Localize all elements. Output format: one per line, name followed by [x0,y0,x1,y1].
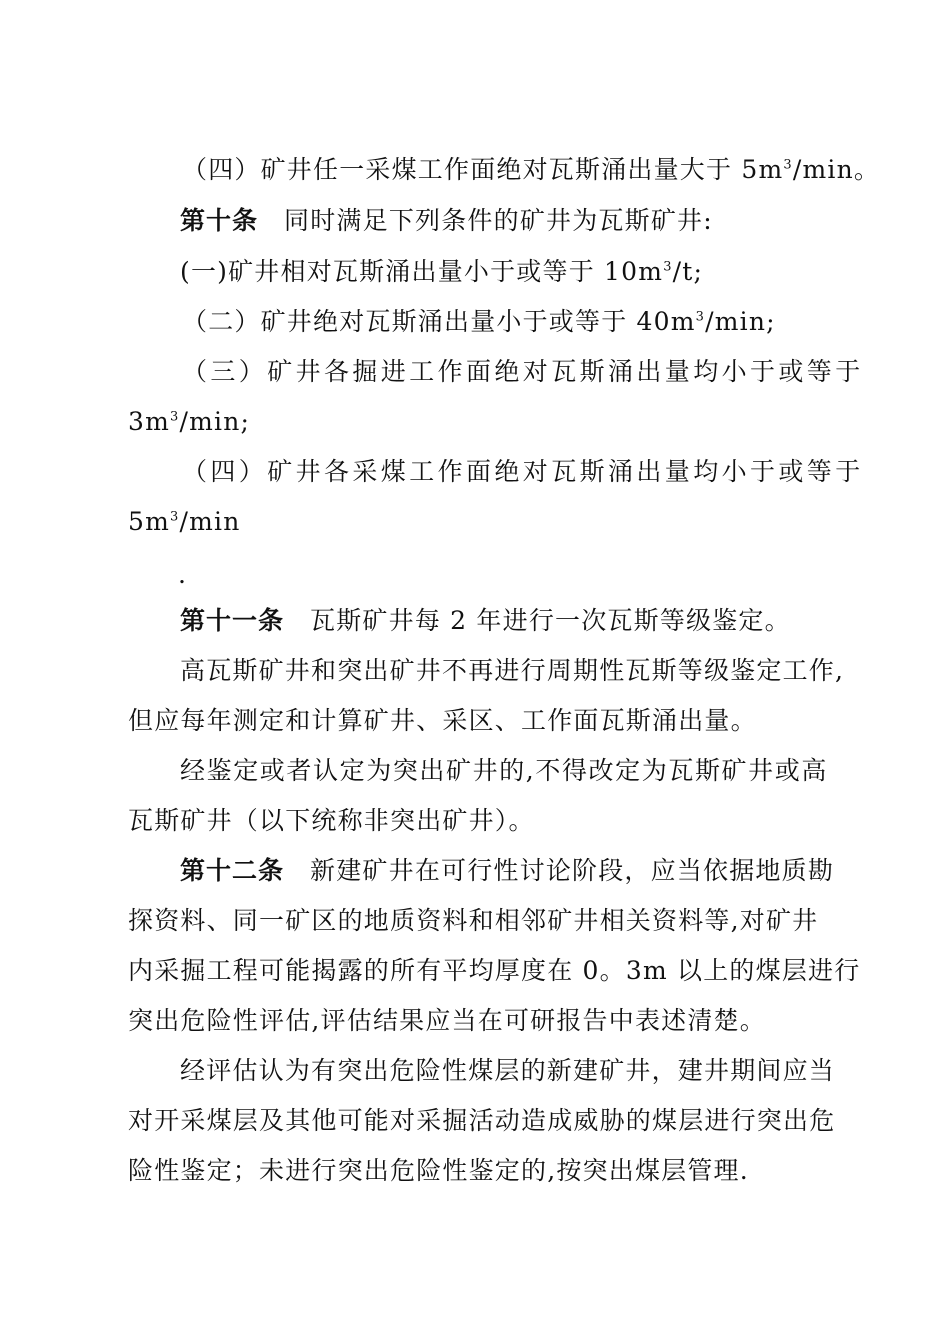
paragraph-evaluation-line1: 经评估认为有突出危险性煤层的新建矿井，建井期间应当 [180,1056,836,1085]
condition-4-line2 [128,507,241,537]
article-10 [180,206,713,236]
text: 3m [128,407,171,436]
text: /min; [179,407,251,436]
paragraph-evaluation-line3: 险性鉴定；未进行突出危险性鉴定的,按突出煤层管理. [128,1156,749,1185]
stray-period: . [178,560,188,589]
article-title: 第十条 [180,206,259,235]
superscript: 3 [170,409,180,425]
condition-4-line1: （四）矿井各采煤工作面绝对瓦斯涌出量均小于或等于 [182,457,864,486]
article-12-line3: 内采掘工程可能揭露的所有平均厚度在 0。3m 以上的煤层进行 [128,956,861,985]
superscript: 3 [695,309,706,325]
paragraph-outburst-line1: 经鉴定或者认定为突出矿井的,不得改定为瓦斯矿井或高 [180,756,828,785]
text: （四）矿井任一采煤工作面绝对瓦斯涌出量大于 5m [182,155,784,184]
text: /min。 [792,155,881,184]
paragraph-high-gas-line1: 高瓦斯矿井和突出矿井不再进行周期性瓦斯等级鉴定工作, [180,656,845,685]
article-text: 同时满足下列条件的矿井为瓦斯矿井: [284,206,713,235]
superscript: 3 [783,157,793,173]
article-12-line1 [180,856,834,886]
condition-3-line1: （三）矿井各掘进工作面绝对瓦斯涌出量均小于或等于 [182,357,864,386]
text: /min [179,507,241,536]
paragraph-outburst-line2: 瓦斯矿井（以下统称非突出矿井）。 [128,806,535,835]
condition-1 [180,257,703,287]
article-title: 第十二条 [180,856,285,885]
condition-3-line2 [128,407,250,437]
text: (一)矿井相对瓦斯涌出量小于或等于 10m [180,257,664,286]
paragraph-mine-coal-face [182,155,880,185]
text: （二）矿井绝对瓦斯涌出量小于或等于 40m [182,307,696,336]
text: /t; [672,257,704,286]
article-12-line2: 探资料、同一矿区的地质资料和相邻矿井相关资料等,对矿井 [128,906,819,935]
paragraph-high-gas-line2: 但应每年测定和计算矿井、采区、工作面瓦斯涌出量。 [128,706,757,735]
article-12-line4: 突出危险性评估,评估结果应当在可研报告中表述清楚。 [128,1006,766,1035]
article-text: 瓦斯矿井每 2 年进行一次瓦斯等级鉴定。 [310,606,791,635]
article-text: 新建矿井在可行性讨论阶段，应当依据地质勘 [310,856,835,885]
article-title: 第十一条 [180,606,285,635]
superscript: 3 [170,509,180,525]
condition-2 [182,307,776,337]
paragraph-evaluation-line2: 对开采煤层及其他可能对采掘活动造成威胁的煤层进行突出危 [128,1106,836,1135]
text: /min; [705,307,776,336]
article-11 [180,606,791,636]
text: 5m [128,507,171,536]
superscript: 3 [663,259,673,275]
